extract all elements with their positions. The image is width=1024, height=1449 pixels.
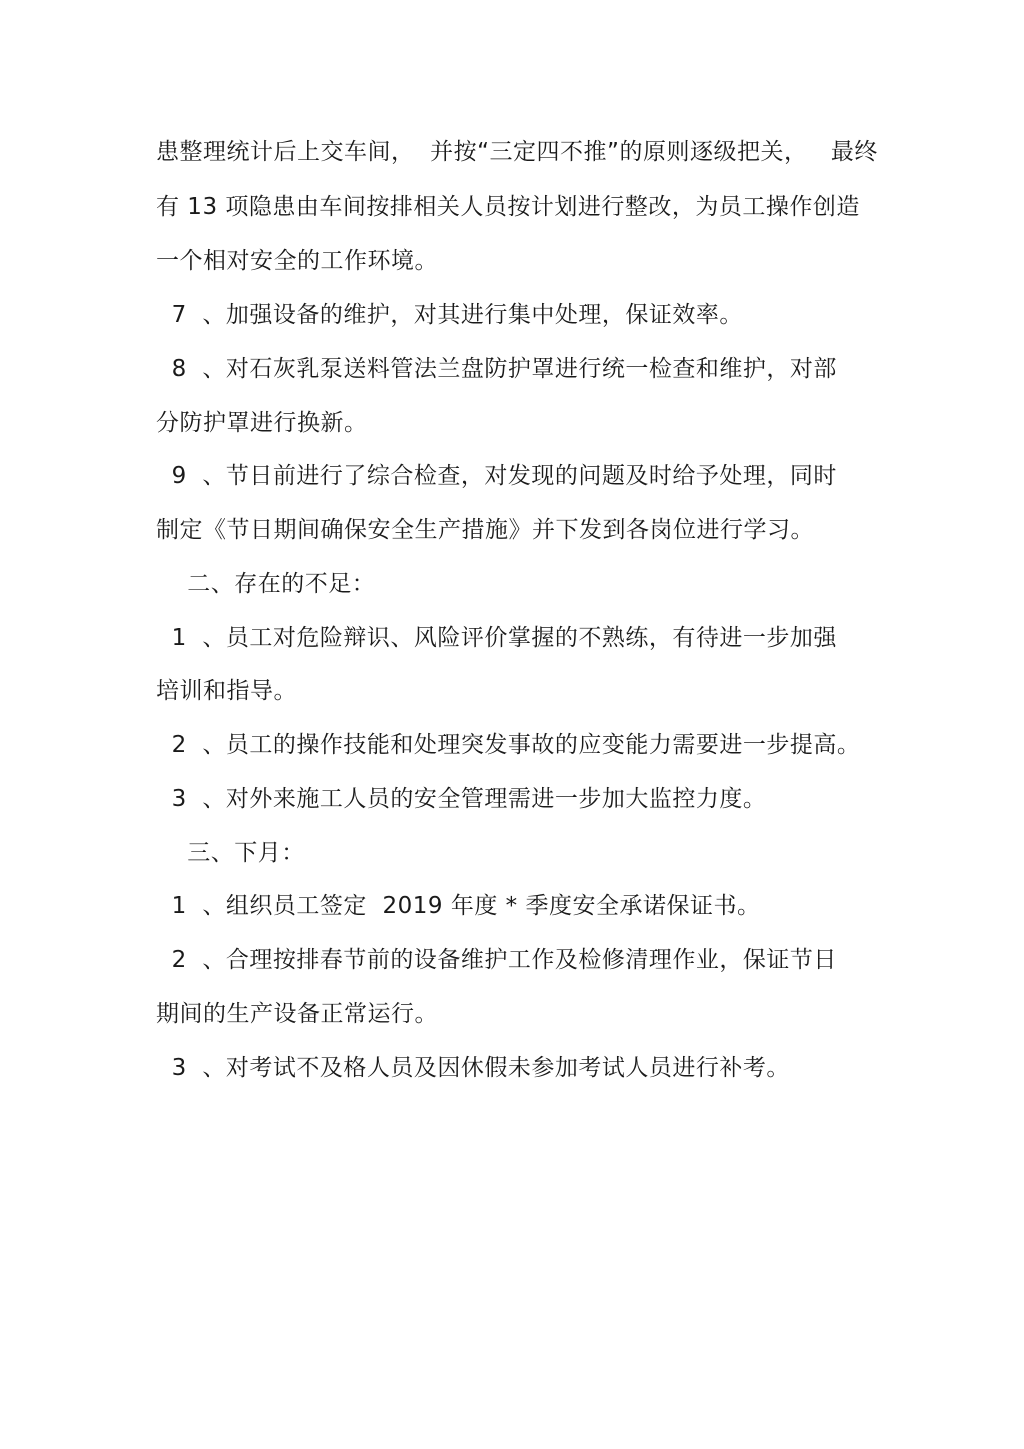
text-line: 3 、对外来施工人员的安全管理需进一步加大监控力度。 bbox=[156, 786, 767, 812]
text-line: 分防护罩进行换新。 bbox=[156, 410, 368, 436]
section-heading: 二、存在的不足： bbox=[156, 571, 376, 597]
text-line: 9 、节日前进行了综合检查，对发现的问题及时给予处理，同时 bbox=[156, 463, 837, 489]
text-line: 7 、加强设备的维护，对其进行集中处理，保证效率。 bbox=[156, 302, 743, 328]
text-line: 培训和指导。 bbox=[156, 678, 297, 704]
text-line: 2 、员工的操作技能和处理突发事故的应变能力需要进一步提高。 bbox=[156, 732, 861, 758]
text-line: 一个相对安全的工作环境。 bbox=[156, 248, 438, 274]
text-line: 制定《节日期间确保安全生产措施》并下发到各岗位进行学习。 bbox=[156, 517, 814, 543]
text-line: 1 、组织员工签定 2019 年度 * 季度安全承诺保证书。 bbox=[156, 893, 761, 919]
text-line: 期间的生产设备正常运行。 bbox=[156, 1001, 438, 1027]
text-line: 患整理统计后上交车间， 并按“三定四不推”的原则逐级把关， 最终 bbox=[156, 139, 878, 165]
text-line: 3 、对考试不及格人员及因休假未参加考试人员进行补考。 bbox=[156, 1055, 790, 1081]
text-line: 8 、对石灰乳泵送料管法兰盘防护罩进行统一检查和维护，对部 bbox=[156, 356, 837, 382]
text-line: 2 、合理按排春节前的设备维护工作及检修清理作业，保证节日 bbox=[156, 947, 837, 973]
text-line: 有 13 项隐患由车间按排相关人员按计划进行整改，为员工操作创造 bbox=[156, 194, 860, 220]
section-heading: 三、下月： bbox=[156, 840, 305, 866]
text-line: 1 、员工对危险辩识、风险评价掌握的不熟练，有待进一步加强 bbox=[156, 625, 837, 651]
